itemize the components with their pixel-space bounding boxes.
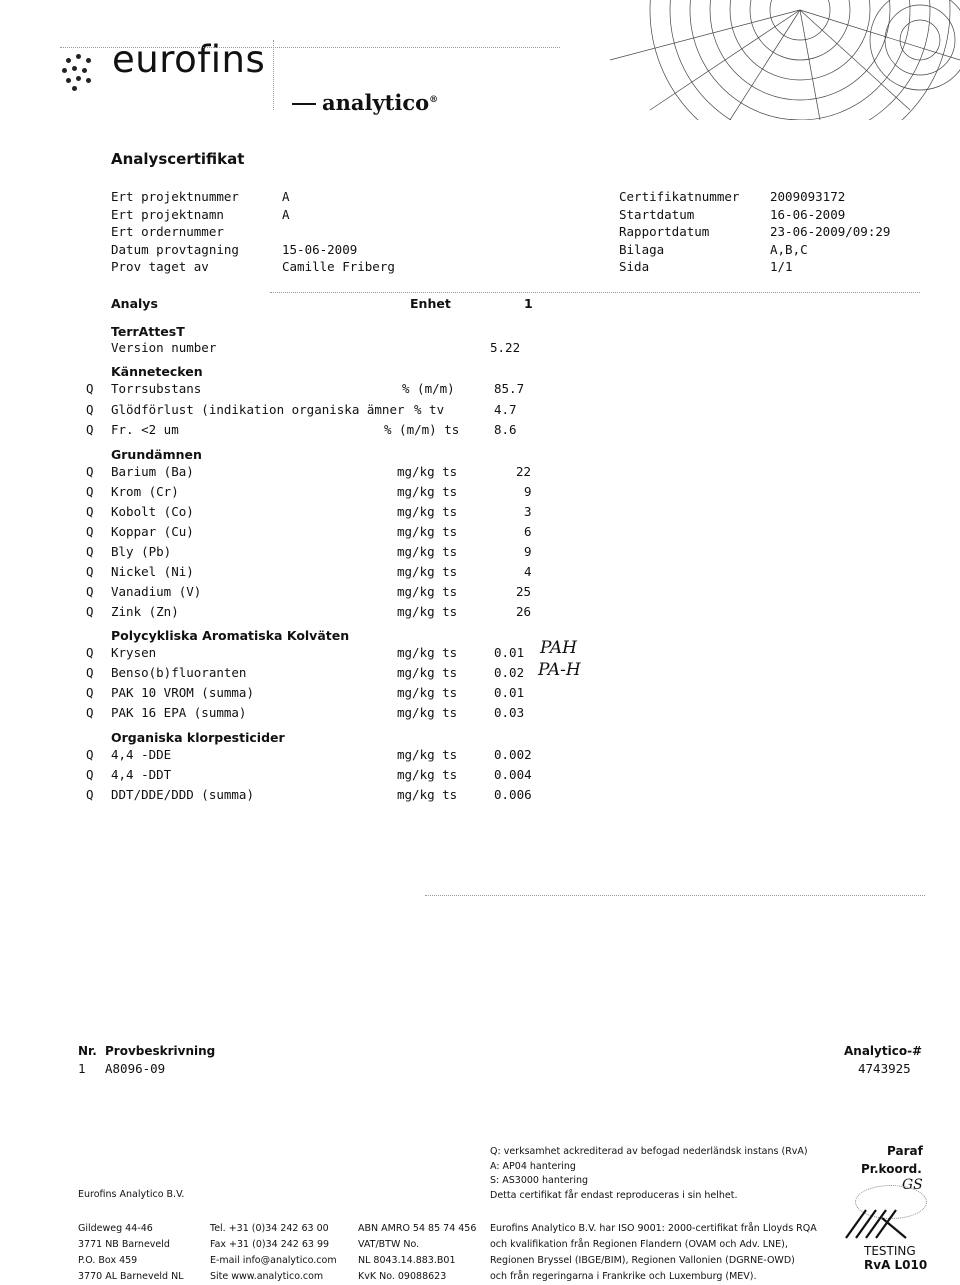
- analysis-name: Nickel (Ni): [111, 564, 194, 579]
- analysis-unit: mg/kg ts: [397, 484, 458, 499]
- q-mark: Q: [86, 381, 94, 396]
- logo-divider: [273, 40, 274, 110]
- analysis-unit: mg/kg ts: [397, 564, 458, 579]
- sample-analytico-label: Analytico-#: [844, 1044, 923, 1058]
- q-mark: Q: [86, 564, 94, 579]
- analysis-name: Kobolt (Co): [111, 504, 194, 519]
- analysis-value: 26: [516, 604, 532, 619]
- sample-desc-label: Provbeskrivning: [105, 1044, 216, 1058]
- sample-nr: 1: [78, 1061, 86, 1076]
- col-1: 1: [524, 296, 533, 311]
- analysis-value: 3: [524, 504, 532, 519]
- logo-analytico: analytico®: [322, 90, 439, 115]
- logo-dash: [292, 103, 316, 105]
- analysis-name: Vanadium (V): [111, 584, 202, 599]
- page-title: Analyscertifikat: [111, 150, 245, 168]
- analysis-value: 25: [516, 584, 532, 599]
- q-mark: Q: [86, 504, 94, 519]
- analysis-value: 9: [524, 544, 532, 559]
- q-mark: Q: [86, 584, 94, 599]
- analysis-name: DDT/DDE/DDD (summa): [111, 787, 254, 802]
- terratest-label: TerrAttesT: [111, 324, 185, 339]
- analysis-unit: mg/kg ts: [397, 645, 458, 660]
- handwritten-note: PA-H: [538, 660, 581, 680]
- analysis-name: Zink (Zn): [111, 604, 179, 619]
- q-mark: Q: [86, 645, 94, 660]
- q-mark: Q: [86, 544, 94, 559]
- q-mark: Q: [86, 604, 94, 619]
- section-title: Organiska klorpesticider: [111, 730, 285, 745]
- analysis-value: 0.01: [494, 645, 525, 660]
- section-title: Grundämnen: [111, 447, 202, 462]
- analysis-name: Benso(b)fluoranten: [111, 665, 247, 680]
- analysis-name: Glödförlust (indikation organiska ämner: [111, 402, 405, 417]
- analysis-value: 85.7: [494, 381, 525, 396]
- q-mark: Q: [86, 685, 94, 700]
- footer-bank: ABN AMRO 54 85 74 456 VAT/BTW No. NL 8043.14.883.B01 KvK No. 09088623: [358, 1223, 477, 1282]
- company-name: Eurofins Analytico B.V.: [78, 1189, 185, 1200]
- analysis-unit: % (m/m): [402, 381, 455, 396]
- analysis-value: 4: [524, 564, 532, 579]
- testing-label: TESTING: [864, 1244, 916, 1258]
- decorative-pattern: [590, 0, 960, 120]
- q-mark: Q: [86, 665, 94, 680]
- meta-left-values: A A 15-06-2009 Camille Friberg: [282, 189, 395, 274]
- q-mark: Q: [86, 422, 94, 437]
- analysis-value: 8.6: [494, 422, 517, 437]
- analysis-name: Torrsubstans: [111, 381, 202, 396]
- q-mark: Q: [86, 402, 94, 417]
- col-analys: Analys: [111, 296, 158, 311]
- analysis-name: Fr. <2 um: [111, 422, 179, 437]
- analysis-unit: mg/kg ts: [397, 504, 458, 519]
- analysis-value: 0.02: [494, 665, 525, 680]
- analysis-unit: mg/kg ts: [397, 584, 458, 599]
- analysis-value: 0.006: [494, 787, 532, 802]
- analysis-name: 4,4 -DDT: [111, 767, 172, 782]
- q-mark: Q: [86, 705, 94, 720]
- table-bottom-rule: [425, 895, 925, 896]
- analysis-unit: mg/kg ts: [397, 767, 458, 782]
- analysis-value: 22: [516, 464, 532, 479]
- version-label: Version number: [111, 340, 217, 355]
- handwritten-note: PAH: [540, 638, 577, 658]
- eurofins-logo-icon: [62, 54, 102, 94]
- meta-right-labels: Certifikatnummer Startdatum Rapportdatum Bilaga Sida: [619, 189, 740, 274]
- paraf-label: Paraf: [887, 1144, 923, 1158]
- analysis-unit: mg/kg ts: [397, 464, 458, 479]
- analysis-value: 6: [524, 524, 532, 539]
- analysis-unit: % (m/m) ts: [384, 422, 460, 437]
- analysis-value: 4.7: [494, 402, 517, 417]
- analysis-name: 4,4 -DDE: [111, 747, 172, 762]
- q-mark: Q: [86, 484, 94, 499]
- q-mark: Q: [86, 747, 94, 762]
- analysis-unit: mg/kg ts: [397, 747, 458, 762]
- analysis-unit: mg/kg ts: [397, 544, 458, 559]
- analysis-name: Koppar (Cu): [111, 524, 194, 539]
- analysis-name: Krom (Cr): [111, 484, 179, 499]
- analysis-value: 0.01: [494, 685, 525, 700]
- table-top-rule: [270, 292, 920, 293]
- sample-analytico: 4743925: [858, 1061, 911, 1076]
- analysis-value: 0.03: [494, 705, 525, 720]
- rva-logo-icon: [842, 1206, 910, 1242]
- analysis-unit: % tv: [414, 402, 445, 417]
- footer-certification: Eurofins Analytico B.V. har ISO 9001: 2000-certifikat från Lloyds RQA och kvalifikation från Regionen Flandern (OVAM och Adv. LNE), Regionen Bryssel (IBGE/BIM), Regionen Vallonien (DGRNE-OWD) och från regeringarna i Frankrike och Luxemburg (MEV).: [490, 1223, 817, 1282]
- analysis-unit: mg/kg ts: [397, 604, 458, 619]
- analysis-name: PAK 16 EPA (summa): [111, 705, 247, 720]
- meta-left-labels: Ert projektnummer Ert projektnamn Ert ordernummer Datum provtagning Prov taget av: [111, 189, 239, 274]
- version-value: 5.22: [490, 340, 521, 355]
- col-enhet: Enhet: [410, 296, 451, 311]
- logo-wordmark: eurofins: [112, 38, 266, 81]
- sample-desc: A8096-09: [105, 1061, 166, 1076]
- paraf-role: Pr.koord.: [861, 1162, 922, 1176]
- q-mark: Q: [86, 464, 94, 479]
- analysis-unit: mg/kg ts: [397, 705, 458, 720]
- legend: Q: verksamhet ackrediterad av befogad nederländsk instans (RvA) A: AP04 hantering S: AS3000 hantering Detta certifikat får endast reproduceras i sin helhet.: [490, 1146, 808, 1201]
- sample-nr-label: Nr.: [78, 1044, 97, 1058]
- section-title: Kännetecken: [111, 364, 203, 379]
- analysis-value: 0.002: [494, 747, 532, 762]
- section-title: Polycykliska Aromatiska Kolväten: [111, 628, 350, 643]
- paraf-initials: GS: [902, 1177, 923, 1193]
- analysis-name: Bly (Pb): [111, 544, 172, 559]
- meta-right-values: 2009093172 16-06-2009 23-06-2009/09:29 A,B,C 1/1: [770, 189, 891, 274]
- analysis-name: Krysen: [111, 645, 157, 660]
- footer-contact: Tel. +31 (0)34 242 63 00 Fax +31 (0)34 242 63 99 E-mail info@analytico.com Site www.analytico.com: [210, 1223, 337, 1282]
- analysis-unit: mg/kg ts: [397, 787, 458, 802]
- q-mark: Q: [86, 767, 94, 782]
- analysis-unit: mg/kg ts: [397, 524, 458, 539]
- rva-label: RvA L010: [864, 1258, 928, 1272]
- footer-address: Gildeweg 44-46 3771 NB Barneveld P.O. Box 459 3770 AL Barneveld NL: [78, 1223, 184, 1282]
- analysis-name: PAK 10 VROM (summa): [111, 685, 254, 700]
- q-mark: Q: [86, 524, 94, 539]
- analysis-value: 0.004: [494, 767, 532, 782]
- analysis-name: Barium (Ba): [111, 464, 194, 479]
- analysis-unit: mg/kg ts: [397, 685, 458, 700]
- header-rule: [60, 47, 560, 48]
- analysis-value: 9: [524, 484, 532, 499]
- analysis-unit: mg/kg ts: [397, 665, 458, 680]
- q-mark: Q: [86, 787, 94, 802]
